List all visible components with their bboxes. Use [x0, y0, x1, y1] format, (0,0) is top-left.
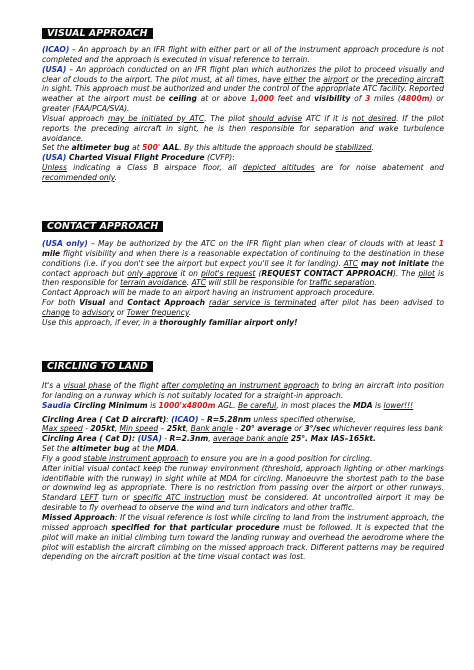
text-run: flight visibility and when there is a reasonable expectation of continuing to the destination in these conditions (i.e. if you don't see the airport but expect you'll see it for landing).	[42, 248, 444, 268]
text-run: altimeter bug	[71, 143, 130, 153]
text-run: recommended only	[42, 172, 115, 182]
cvfp-heading	[42, 153, 444, 163]
text-run: radar service is terminated	[208, 298, 317, 308]
text-run: Set the	[42, 143, 72, 153]
text-run: AGL.	[215, 400, 238, 410]
text-run: or	[291, 424, 305, 434]
circling-area-usa	[42, 434, 444, 444]
text-run: R=5.28	[206, 414, 238, 424]
text-run: Unless	[42, 163, 67, 173]
text-run: –	[158, 424, 167, 434]
text-run: . If the pilot reports the preceding aircraft in sight, he is then responsible for separation and wake turbulence avoidance.	[42, 113, 444, 143]
text-run: ,	[114, 424, 120, 434]
text-run: -	[232, 424, 241, 434]
text-run: 4800m	[400, 94, 430, 104]
text-run: at	[129, 143, 143, 153]
text-run: Circling Minimum	[70, 400, 148, 410]
text-run: ) or greater (FAA/PCA/SVA).	[42, 94, 444, 114]
text-run: specific ATC instruction	[133, 493, 225, 503]
text-run: (CVFP):	[204, 153, 235, 163]
text-run: must be considered. At uncontrolled airport it may be desirable to fly overhead to observe the wind and turn indicators and other traffic.	[42, 493, 444, 513]
icao-definition	[42, 45, 444, 65]
text-run: 25kt	[166, 424, 186, 434]
contact-definition	[42, 239, 444, 288]
text-run: after pilot has been advised to	[316, 298, 445, 308]
text-run: 20° average	[240, 424, 292, 434]
text-run: Bank angle	[190, 424, 233, 434]
text-run: or the	[348, 74, 377, 84]
text-run: 500'	[142, 143, 161, 153]
text-run: It's a	[42, 381, 64, 390]
text-run: airport	[323, 74, 349, 84]
text-run: the contact approach but	[42, 258, 444, 278]
text-run: should advise	[248, 113, 303, 123]
cvfp-note	[42, 163, 444, 183]
text-run: AAL	[160, 143, 180, 153]
text-run: ,	[208, 434, 214, 444]
text-run: nm	[237, 414, 251, 424]
contact-airport-note: Contact Approach will be made to an airport having an instrument approach procedure.	[42, 288, 375, 298]
text-run: Visual	[79, 298, 106, 308]
text-run: Saudia	[42, 400, 71, 410]
text-run: stabilized	[335, 143, 372, 153]
radar-service-note	[42, 298, 444, 318]
text-run: indicating a Class B airspace floor, all	[66, 163, 243, 173]
text-run: it on	[177, 268, 201, 278]
text-run: -	[82, 424, 91, 434]
text-run: .	[114, 172, 118, 182]
text-run: is then responsible for	[42, 268, 444, 288]
text-run: of	[350, 94, 366, 104]
circling-minimum	[42, 401, 444, 411]
text-run: .	[176, 444, 179, 454]
text-run: (USA)	[42, 153, 67, 163]
text-run: : If the visual reference is lost while circling to land from the instrument approach, the missed approach	[42, 512, 444, 532]
text-run: whichever requires less bank	[330, 424, 443, 434]
contact-approach-heading: CONTACT APPROACH	[42, 221, 163, 232]
text-run: after completing an instrument approach	[161, 381, 320, 390]
text-run: .	[371, 143, 374, 153]
text-run: depicted altitudes	[242, 163, 315, 173]
text-run: .	[374, 278, 377, 288]
text-run: traffic separation	[309, 278, 375, 288]
text-run: Circling Area ( Cat D aircraft)	[42, 414, 167, 424]
text-run: – An approach conducted on an IFR flight plan which authorizes the pilot to proceed visually and clear of clouds to the airport. The pilot must, at all times, have	[42, 64, 444, 84]
text-run: altimeter bug	[71, 444, 130, 454]
text-run: at the	[129, 444, 157, 454]
text-run: For both	[42, 298, 80, 308]
text-run: or	[114, 307, 127, 317]
circling-area-icao	[42, 415, 444, 435]
text-run: Set the	[42, 444, 72, 454]
missed-approach-note	[42, 513, 444, 562]
text-run: and	[105, 298, 128, 308]
text-run: Be careful	[237, 400, 277, 410]
circling-altimeter-bug	[42, 444, 444, 454]
text-run: stable instrument approach	[83, 453, 189, 463]
text-run: may be initiated by ATC	[107, 113, 205, 123]
text-run: in sight. This approach must be authorized and under the control of the appropriate ATC facility. Reported weather at the airport must be	[42, 84, 444, 104]
text-run: 1000'x4800m	[158, 400, 216, 410]
text-run: only approve	[127, 268, 178, 278]
text-run: miles (	[370, 94, 401, 104]
visual-approach-section	[42, 21, 444, 183]
visual-contact-note	[42, 464, 444, 513]
familiar-airport-note	[42, 318, 444, 328]
text-run: . The pilot	[204, 113, 249, 123]
text-run: ATC	[191, 278, 206, 288]
text-run: (ICAO)	[171, 414, 199, 424]
text-run: Max speed	[42, 424, 83, 434]
text-run: Visual approach	[42, 113, 108, 123]
text-run: REQUEST CONTACT APPROACH	[261, 268, 393, 278]
text-run: mile	[42, 248, 61, 258]
text-run: unless specified otherwise,	[251, 414, 356, 424]
text-run: – An approach by an IFR flight with either part or all of the instrument approach procedure is not completed and the approach is executed in visual reference to terrain.	[42, 45, 444, 64]
text-run: thoroughly familiar airport only!	[159, 317, 298, 327]
text-run: of the flight	[110, 381, 162, 390]
text-run: must be followed. It is expected that the pilot will make an initial climbing turn toward the landing runway and overhead the aerodrome where the pilot will establish the aircraft climbing on the missed approach track. Different patterns may be required depending on the aircraft position at the time visual contact was lost.	[42, 522, 444, 562]
text-run: 205kt	[90, 424, 115, 434]
text-run: lower!!!	[383, 400, 414, 410]
text-run: may not initiate	[358, 258, 429, 268]
initiation-note	[42, 114, 444, 144]
text-run: the	[305, 74, 324, 84]
text-run: to bring an aircraft into position for landing on a runway which is not suitably located for a straight-in approach.	[42, 381, 445, 400]
text-run: 3	[365, 94, 371, 104]
text-run: R=2.3nm	[169, 434, 209, 444]
text-run: 3°/sec	[304, 424, 331, 434]
text-run: Min speed	[119, 424, 159, 434]
text-run: pilot	[418, 268, 435, 278]
circling-definition	[42, 381, 444, 401]
text-run: Contact Approach	[127, 298, 205, 308]
text-run: ceiling	[168, 94, 197, 104]
text-run: MDA	[353, 400, 373, 410]
text-run: Tower frequency	[126, 307, 189, 317]
text-run: Missed Approach	[42, 512, 115, 522]
text-run: (USA)	[42, 64, 67, 74]
text-run: at or above	[196, 94, 251, 104]
text-run: Charted Visual Flight Procedure	[66, 153, 205, 163]
text-run: to ensure you are in a good position for circling.	[188, 453, 373, 463]
text-run: 1	[438, 239, 444, 248]
text-run: is	[372, 400, 384, 410]
text-run: -	[161, 434, 170, 444]
text-run: ATC if it is	[302, 113, 352, 123]
text-run: visibility	[314, 94, 351, 104]
stable-approach-note	[42, 454, 444, 464]
text-run: preceding aircraft	[376, 74, 444, 84]
text-run: –	[198, 414, 207, 424]
text-run: are for noise abatement and	[314, 163, 444, 173]
text-run: LEFT	[80, 493, 99, 503]
text-run: terrain avoidance	[120, 278, 187, 288]
text-run: either	[283, 74, 306, 84]
text-run: will still be responsible for	[206, 278, 310, 288]
text-run: average bank angle	[213, 434, 289, 444]
text-run: change	[42, 307, 70, 317]
text-run: 25°. Max IAS–165kt.	[288, 434, 376, 444]
text-run: specified for that particular procedure	[111, 522, 280, 532]
text-run: turn or	[98, 493, 134, 503]
text-run: (USA only)	[42, 239, 88, 248]
usa-definition	[42, 65, 444, 114]
text-run: – May be authorized by the ATC on the IFR flight plan when clear of clouds with at least	[87, 239, 439, 248]
text-run: (	[255, 268, 262, 278]
circling-section	[42, 354, 444, 562]
text-run: :	[166, 414, 172, 424]
text-run: (ICAO)	[42, 45, 70, 54]
text-run: Circling Area ( Cat D):	[42, 434, 138, 444]
text-run: .	[188, 307, 192, 317]
text-run: to	[69, 307, 83, 317]
text-run: After initial visual contact keep the runway environment (threshold, approach lighting or other markings identifiable with the runway) in sight while at MDA for circling. Manoeuvre the shortest path to the base or downwind leg as appropriate. There is no restriction from passing over the airport or other runways. Standard	[42, 463, 444, 503]
text-run: feet and	[273, 94, 315, 104]
text-run: MDA	[156, 444, 177, 454]
visual-approach-heading: VISUAL APPROACH	[42, 28, 153, 39]
text-run: , in most places the	[276, 400, 354, 410]
contact-approach-section	[42, 214, 444, 328]
text-run: is	[147, 400, 159, 410]
text-run: . By this altitude the approach should be	[179, 143, 336, 153]
text-run: 1,000	[250, 94, 274, 104]
text-run: .	[186, 278, 192, 288]
text-run: Use this approach, if ever, in a	[42, 317, 160, 327]
text-run: visual phase	[63, 381, 111, 390]
text-run: advisory	[82, 307, 115, 317]
text-run: not desired	[351, 113, 397, 123]
text-run: (USA)	[137, 434, 162, 444]
text-run: ATC	[343, 258, 359, 268]
text-run: pilot's request	[200, 268, 256, 278]
text-run: ,	[185, 424, 191, 434]
text-run: ). The	[392, 268, 419, 278]
circling-heading: CIRCLING TO LAND	[42, 361, 153, 372]
altimeter-bug-note	[42, 143, 444, 153]
text-run: Fly a good	[42, 453, 84, 463]
